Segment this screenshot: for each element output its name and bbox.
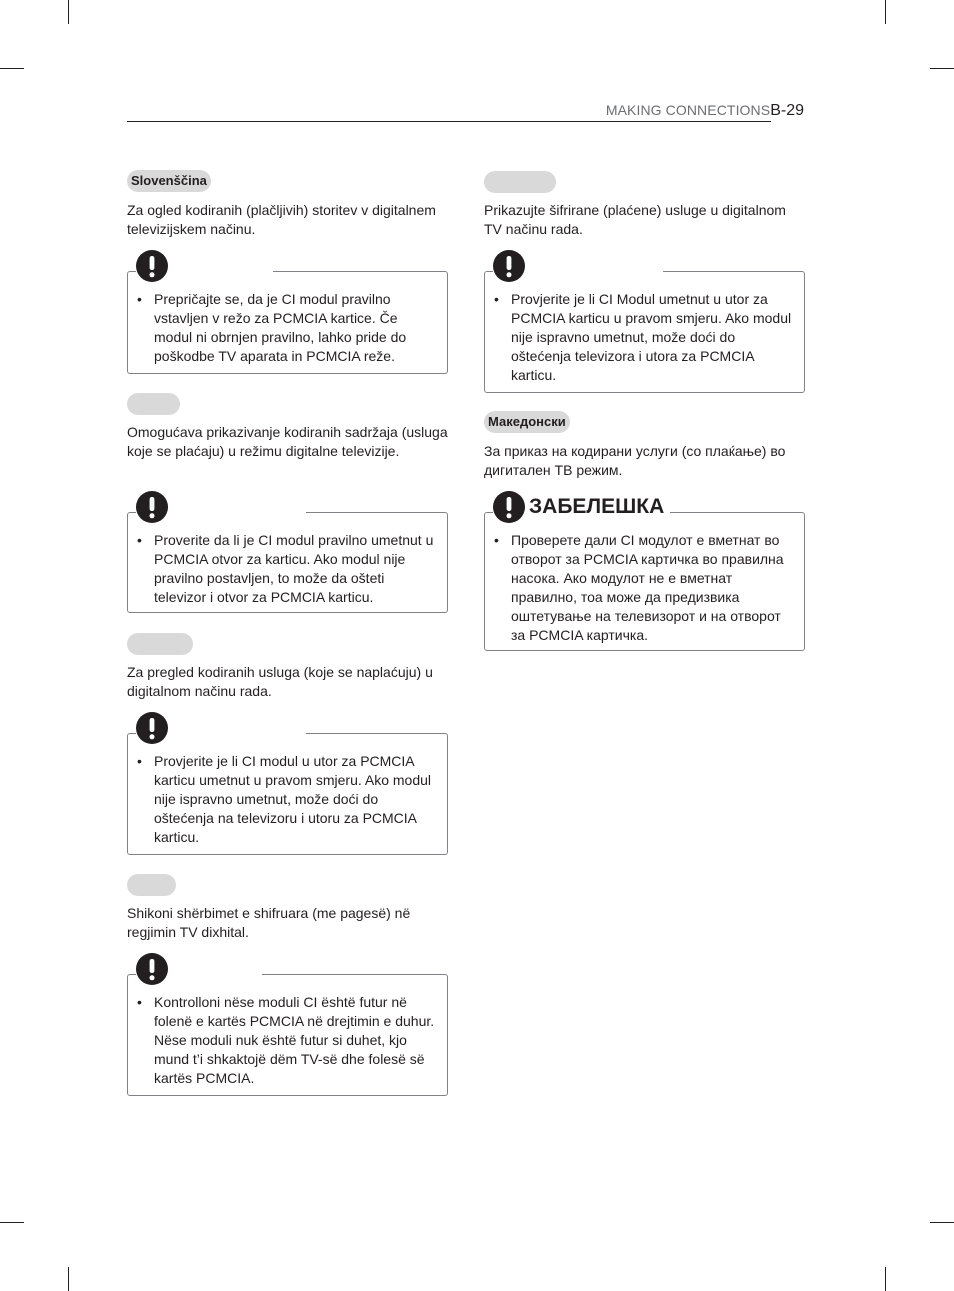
crop-mark bbox=[885, 1267, 886, 1291]
crop-mark bbox=[930, 1222, 954, 1223]
language-label bbox=[484, 171, 556, 193]
note-header bbox=[136, 953, 262, 985]
note-header bbox=[493, 250, 663, 282]
note-item: • Kontrolloni nëse moduli CI është futur në folenë e kartës PCMCIA në drejtimin e duhur. Nëse moduli nuk është futur si duhet, kjo mund t’i shkaktojë dëm TV-së dhe folesë së kartës PCMCIA. bbox=[128, 993, 435, 1088]
note-header bbox=[493, 491, 670, 523]
language-label: Македонски bbox=[484, 411, 570, 433]
section-intro: Prikazujte šifrirane (plaćene) usluge u digitalnom TV načinu rada. bbox=[484, 202, 786, 237]
header-rule bbox=[127, 121, 771, 122]
crop-mark bbox=[68, 0, 69, 24]
note-item: • Provjerite je li CI modul u utor za PCMCIA karticu umetnut u pravom smjeru. Ako modul nije ispravno umetnut, može doći do oštećenja na televizoru i utoru za PCMCIA karticu. bbox=[128, 752, 435, 847]
section-intro: Za pregled kodiranih usluga (koje se naplaćuju) u digitalnom načinu rada. bbox=[127, 664, 433, 699]
section-intro: Shikoni shërbimet e shifruara (me pagesë) në regjimin TV dixhital. bbox=[127, 905, 411, 940]
warning-exclamation-icon bbox=[493, 491, 525, 523]
note-box bbox=[127, 733, 448, 855]
crop-mark bbox=[930, 68, 954, 69]
note-item: • Prepričajte se, da je CI modul pravilno vstavljen v režo za PCMCIA kartice. Če modul ni obrnjen pravilno, lahko pride do poškodbe TV aparata in PCMCIA reže. bbox=[128, 290, 435, 366]
warning-exclamation-icon bbox=[136, 712, 168, 744]
note-header bbox=[136, 250, 273, 282]
note-box bbox=[127, 974, 448, 1096]
warning-exclamation-icon bbox=[493, 250, 525, 282]
note-header bbox=[136, 712, 306, 744]
language-label: Slovenščina bbox=[127, 170, 211, 192]
note-box bbox=[127, 512, 448, 613]
header-section-title: MAKING CONNECTIONS bbox=[605, 102, 771, 118]
warning-exclamation-icon bbox=[136, 953, 168, 985]
note-title: ЗАБЕЛЕШКА bbox=[529, 495, 665, 518]
language-label bbox=[127, 633, 193, 655]
crop-mark bbox=[68, 1267, 69, 1291]
note-item: • Проверете дали CI модулот е вметнат во отворот за PCMCIA картичка во правилна насока. Ако модулот не е вметнат правилно, тоа може да предизвика оштетување на телевизорот и на отворот за PCMCIA картичка. bbox=[485, 531, 792, 645]
note-box bbox=[127, 271, 448, 374]
note-item: • Proverite da li je CI modul pravilno umetnut u PCMCIA otvor za karticu. Ako modul nije pravilno postavljen, to može da ošteti televizor i otvor za PCMCIA karticu. bbox=[128, 531, 435, 607]
page-number: B-29 bbox=[770, 102, 804, 119]
section-intro: Za ogled kodiranih (plačljivih) storitev v digitalnem televizijskem načinu. bbox=[127, 202, 436, 237]
note-box bbox=[484, 271, 805, 393]
section-intro: Omogućava prikazivanje kodiranih sadržaja (usluga koje se plaćaju) u režimu digitalne televizije. bbox=[127, 424, 448, 459]
warning-exclamation-icon bbox=[136, 250, 168, 282]
crop-mark bbox=[0, 68, 24, 69]
crop-mark bbox=[885, 0, 886, 24]
language-label bbox=[127, 393, 180, 415]
language-label bbox=[127, 874, 176, 896]
warning-exclamation-icon bbox=[136, 491, 168, 523]
note-item: • Provjerite je li CI Modul umetnut u utor za PCMCIA karticu u pravom smjeru. Ako modul nije ispravno umetnut, može doći do oštećenja televizora i utora za PCMCIA karticu. bbox=[485, 290, 792, 385]
note-header bbox=[136, 491, 306, 523]
section-intro: За приказ на кодирани услуги (со плаќање) во дигитален ТВ режим. bbox=[484, 443, 786, 478]
running-header bbox=[600, 102, 804, 120]
crop-mark bbox=[0, 1222, 24, 1223]
note-box bbox=[484, 495, 805, 651]
